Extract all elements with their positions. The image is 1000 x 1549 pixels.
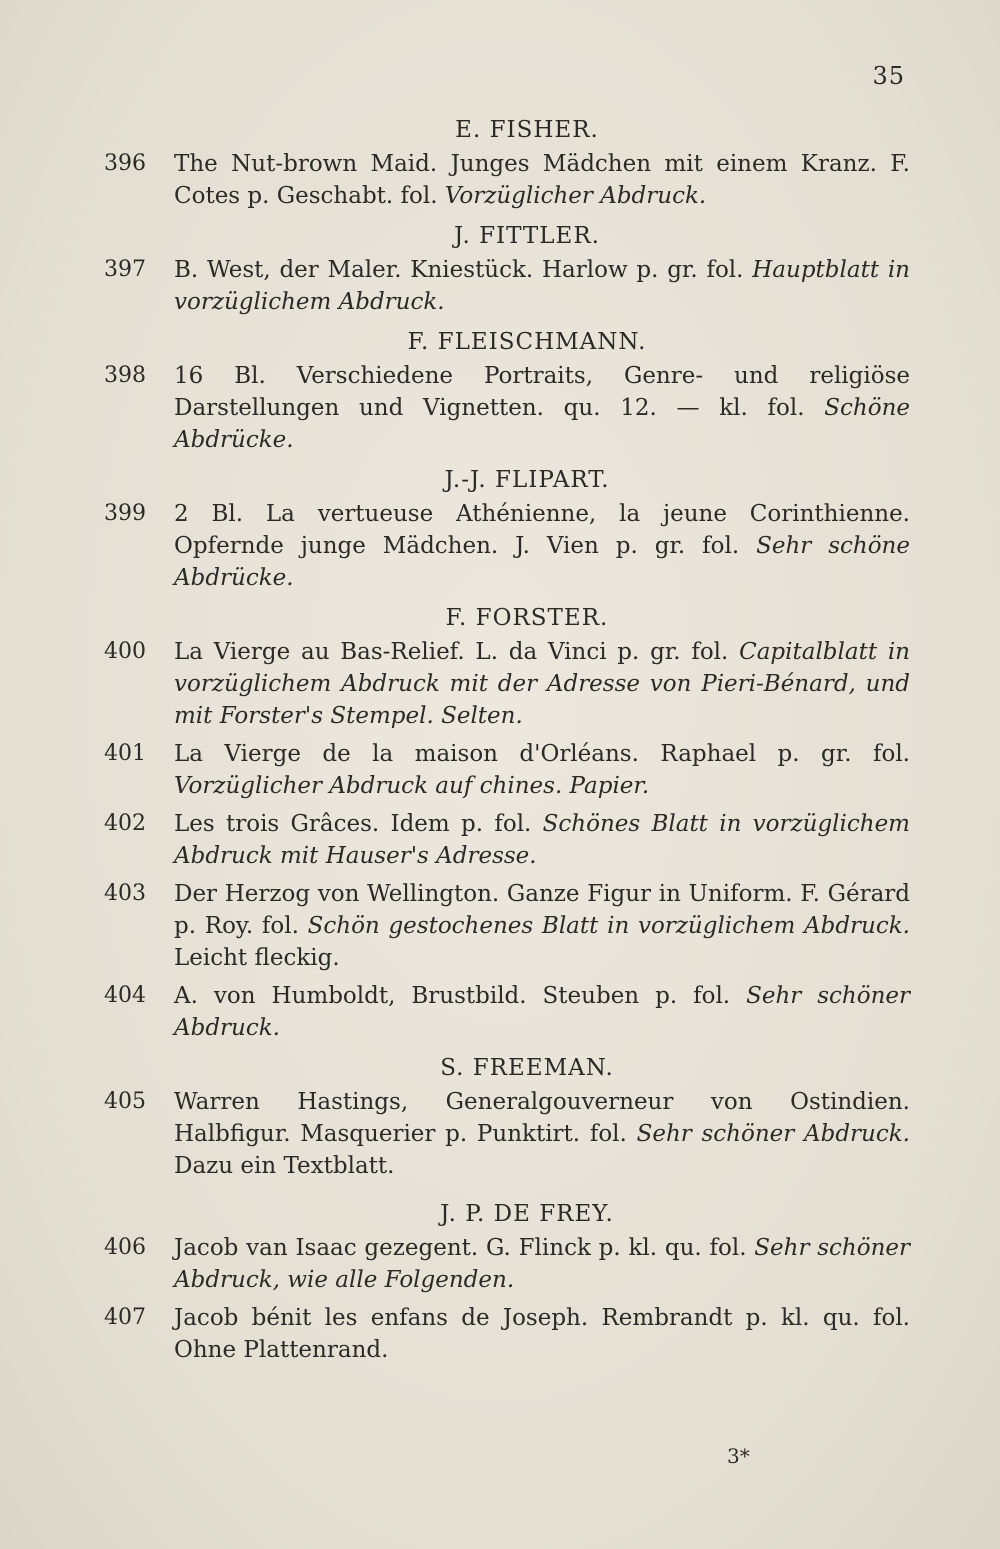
catalog-entry — [104, 1086, 910, 1182]
section-forster — [104, 600, 910, 1044]
entry-description: The Nut-brown Maid. Junges Mädchen mit einem Kranz. F. Cotes p. Geschabt. fol. — [174, 151, 910, 209]
entry-text — [174, 498, 910, 594]
entry-condition: Sehr schöner Abdruck. — [174, 983, 910, 1041]
artist-heading: J.-J. FLIPART. — [444, 467, 610, 493]
entry-number: 399 — [104, 501, 146, 526]
entry-text — [174, 808, 910, 872]
entry-number: 401 — [104, 741, 146, 766]
section-fleischmann — [104, 324, 910, 456]
section-de-frey — [104, 1196, 910, 1366]
entry-number: 405 — [104, 1089, 146, 1114]
catalog-entry — [104, 808, 910, 872]
entry-note: Dazu ein Textblatt. — [174, 1153, 395, 1179]
entry-number: 397 — [104, 257, 146, 282]
entry-description: La Vierge de la maison d'Orléans. Raphael p. gr. fol. — [174, 741, 910, 767]
entry-note: Leicht fleckig. — [174, 945, 340, 971]
artist-heading: S. FREEMAN. — [440, 1055, 614, 1081]
catalog-entry — [104, 148, 910, 212]
catalog-entry — [104, 980, 910, 1044]
section-flipart — [104, 462, 910, 594]
entry-number: 404 — [104, 983, 146, 1008]
entry-condition: Schön gestochenes Blatt in vorzüglichem Abdruck. — [307, 913, 910, 939]
entry-number: 396 — [104, 151, 146, 176]
catalog-entry — [104, 878, 910, 974]
entry-number: 398 — [104, 363, 146, 388]
entry-description: Les trois Grâces. Idem p. fol. — [174, 811, 543, 837]
entry-condition: Schönes Blatt in vorzüglichem Abdruck mit Hauser's Adresse. — [174, 811, 910, 869]
catalog-entry — [104, 1232, 910, 1296]
entry-text — [174, 360, 910, 456]
entry-number: 400 — [104, 639, 146, 664]
entry-condition: Vorzüglicher Abdruck. — [444, 183, 707, 209]
entry-condition: Schöne Abdrücke. — [174, 395, 910, 453]
entry-description: 2 Bl. La vertueuse Athénienne, la jeune Corinthienne. Opfernde junge Mädchen. J. Vien p. gr. fol. — [174, 501, 910, 559]
signature-mark: 3* — [727, 1444, 750, 1468]
entry-description: Der Herzog von Wellington. Ganze Figur in Uniform. F. Gérard p. Roy. fol. — [174, 881, 910, 939]
entry-text — [174, 636, 910, 732]
entry-number: 403 — [104, 881, 146, 906]
artist-heading: F. FORSTER. — [445, 605, 609, 631]
catalog-entry — [104, 498, 910, 594]
artist-heading: F. FLEISCHMANN. — [407, 329, 647, 355]
catalog-entry — [104, 738, 910, 802]
section-fisher — [104, 112, 910, 212]
spacer — [104, 1188, 910, 1196]
entry-condition: Capitalblatt in vorzüglichem Abdruck mit der Adresse von Pieri-Bénard, und mit Forster's Stempel. Selten. — [174, 639, 911, 729]
entry-number: 402 — [104, 811, 146, 836]
catalog-entry — [104, 360, 910, 456]
artist-heading: J. P. DE FREY. — [440, 1201, 614, 1227]
entry-text — [174, 878, 910, 974]
section-freeman — [104, 1050, 910, 1182]
entry-condition: Sehr schöner Abdruck. — [636, 1121, 910, 1147]
catalog-entry — [104, 1302, 910, 1366]
entry-description: 16 Bl. Verschiedene Portraits, Genre- und religiöse Darstellungen und Vignetten. qu. 12. — kl. fol. — [174, 363, 910, 421]
artist-heading: J. FITTLER. — [454, 223, 600, 249]
entry-description: A. von Humboldt, Brustbild. Steuben p. fol. — [174, 983, 747, 1009]
entry-text — [174, 148, 910, 212]
entry-condition: Vorzüglicher Abdruck auf chines. Papier. — [174, 773, 650, 799]
entry-text — [174, 1086, 910, 1182]
entry-text — [174, 254, 910, 318]
entry-text — [174, 1232, 910, 1296]
entry-condition: Hauptblatt in vorzüglichem Abdruck. — [174, 257, 910, 315]
page-number: 35 — [872, 62, 905, 90]
entry-number: 406 — [104, 1235, 146, 1260]
catalog-entry — [104, 254, 910, 318]
artist-heading: E. FISHER. — [455, 117, 599, 143]
entry-text — [174, 1302, 910, 1366]
entry-text — [174, 738, 910, 802]
catalog-entry — [104, 636, 910, 732]
entry-description: Jacob bénit les enfans de Joseph. Rembrandt p. kl. qu. fol. Ohne Plattenrand. — [174, 1305, 910, 1363]
entry-condition: Sehr schöner Abdruck, wie alle Folgenden. — [174, 1235, 911, 1293]
entry-condition: Sehr schöne Abdrücke. — [174, 533, 910, 591]
entry-description: La Vierge au Bas-Relief. L. da Vinci p. gr. fol. — [174, 639, 740, 665]
entry-description: B. West, der Maler. Kniestück. Harlow p. gr. fol. — [174, 257, 753, 283]
entry-description: Jacob van Isaac gezegent. G. Flinck p. kl. qu. fol. — [174, 1235, 755, 1261]
catalog-content — [104, 112, 910, 1372]
section-fittler — [104, 218, 910, 318]
entry-description: Warren Hastings, Generalgouverneur von Ostindien. Halbfigur. Masquerier p. Punktirt. fol. — [174, 1089, 910, 1147]
entry-text — [174, 980, 910, 1044]
entry-number: 407 — [104, 1305, 146, 1330]
